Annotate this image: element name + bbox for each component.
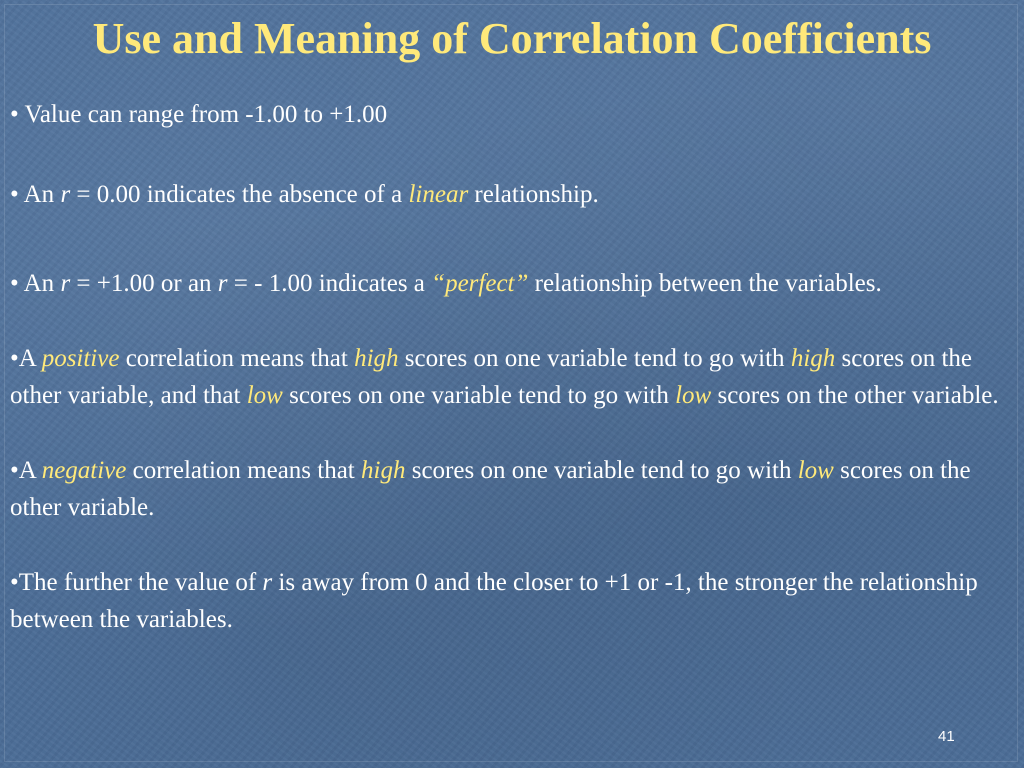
variable-r: r xyxy=(60,181,71,208)
emphasis-high: high xyxy=(361,457,406,484)
variable-r: r xyxy=(262,569,273,596)
bullet-text: •The further the value of xyxy=(10,569,263,596)
bullet-text: scores on one variable tend to go with xyxy=(405,457,798,484)
bullet-text: = 0.00 indicates the absence of a xyxy=(70,181,409,208)
bullet-text: scores on the other variable. xyxy=(10,457,971,521)
bullet-text: is away from 0 and the closer to +1 or -1, the stronger the relationship between the variables. xyxy=(10,569,978,633)
emphasis-negative: negative xyxy=(41,457,127,484)
variable-r: r xyxy=(60,270,71,297)
emphasis-low: low xyxy=(246,382,283,409)
bullet-text: scores on one variable tend to go with xyxy=(282,382,676,409)
emphasis-perfect: “perfect” xyxy=(431,270,529,297)
bullet-text: relationship. xyxy=(468,181,599,208)
emphasis-high: high xyxy=(354,345,399,372)
bullet-zero-correlation xyxy=(10,176,1014,213)
bullet-text: correlation means that xyxy=(119,345,355,372)
bullet-text: • An xyxy=(10,270,61,297)
bullet-text: • Value can range from -1.00 to +1.00 xyxy=(10,101,388,128)
emphasis-high: high xyxy=(790,345,836,372)
emphasis-low: low xyxy=(797,457,834,484)
bullet-text: correlation means that xyxy=(126,457,362,484)
bullet-negative-correlation xyxy=(10,452,1014,526)
bullet-strength xyxy=(10,564,1014,638)
bullet-text: relationship between the variables. xyxy=(528,270,882,297)
bullet-range xyxy=(10,96,1014,133)
emphasis-low: low xyxy=(675,382,712,409)
emphasis-linear: linear xyxy=(408,181,469,208)
bullet-text: scores on the other variable, and that xyxy=(10,345,973,409)
bullet-perfect-correlation xyxy=(10,265,1014,302)
bullet-text: •A xyxy=(10,457,42,484)
bullet-positive-correlation xyxy=(10,340,1014,414)
bullet-text: scores on one variable tend to go with xyxy=(398,345,791,372)
bullet-text: scores on the other variable. xyxy=(711,382,999,409)
variable-r: r xyxy=(217,270,228,297)
bullet-text: •A xyxy=(10,345,42,372)
slide-number: 41 xyxy=(938,728,955,745)
bullet-text: • An xyxy=(10,181,61,208)
emphasis-positive: positive xyxy=(41,345,120,372)
slide-body xyxy=(10,96,1014,638)
slide-title: Use and Meaning of Correlation Coefficients xyxy=(92,14,932,63)
bullet-text: = +1.00 or an xyxy=(70,270,218,297)
bullet-text: = - 1.00 indicates a xyxy=(227,270,432,297)
